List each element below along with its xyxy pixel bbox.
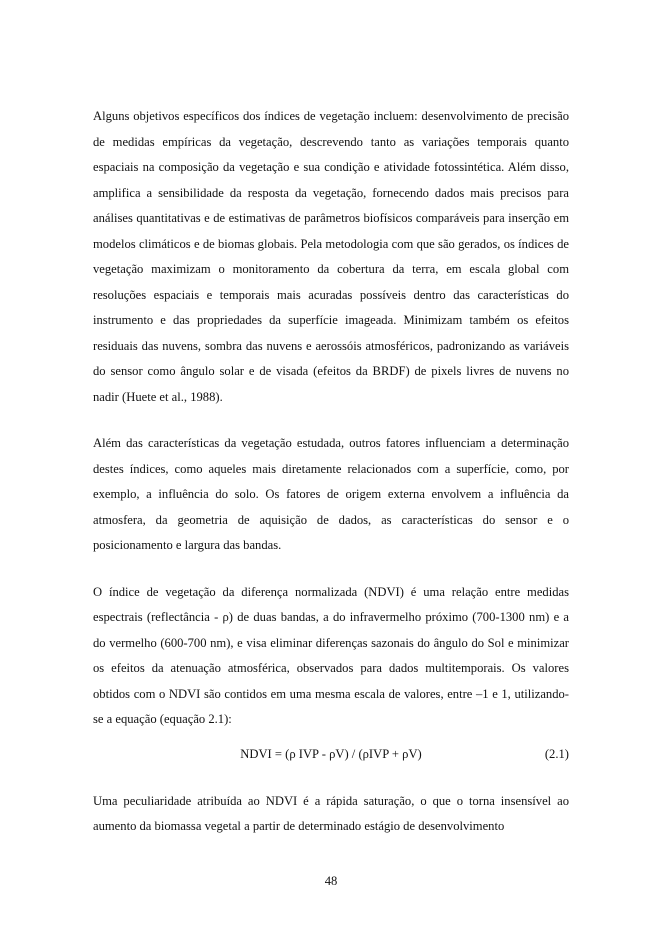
paragraph-ndvi-definition: O índice de vegetação da diferença normalizada (NDVI) é uma relação entre medidas espectrais (reflectância - ρ) de duas bandas, a do infravermelho próximo (700-1300 nm) e a do vermelho (600-700 nm), e visa eliminar diferenças sazonais do ângulo do Sol e minimizar os efeitos da atenuação atmosférica, observados para dados multitemporais. Os valores obtidos com o NDVI são contidos em uma mesma escala de valores, entre –1 e 1, utilizando-se a equação (equação 2.1): — [93, 584, 569, 726]
paragraph-vegetation-index-objectives: Alguns objetivos específicos dos índices de vegetação incluem: desenvolvimento de precisão de medidas empíricas da vegetação, descrevendo tanto as variações temporais quanto espaciais na composição da vegetação e sua condição e atividade fotossintética. Além disso, amplifica a sensibilidade da resposta da vegetação, fornecendo dados mais precisos para análises quantitativas e de estimativas de parâmetros biofísicos comparáveis para inserção em modelos climáticos e de biomas globais. Pela metodologia com que são gerados, os índices de vegetação maximizam o monitoramento da cobertura da terra, em escala global com resoluções espaciais e temporais mais acuradas possíveis dentro das características do instrumento e das propriedades da superfície imageada. Minimizam também os efeitos residuais das nuvens, sombra das nuvens e aerossóis atmosféricos, padronizando as variáveis do sensor como ângulo solar e de visada (efeitos da BRDF) de pixels livres de nuvens no nadir (Huete et al., 1988). — [93, 109, 569, 404]
equation-formula: NDVI = (ρ IVP - ρV) / (ρIVP + ρV) — [240, 746, 422, 761]
body-text — [93, 104, 569, 862]
paragraph-influencing-factors: Além das características da vegetação estudada, outros fatores influenciam a determinação destes índices, como aqueles mais diretamente relacionados com a superfície, como, por exemplo, a influência do solo. Os fatores de origem externa envolvem a influência da atmosfera, da geometria de aquisição de dados, as características do sensor e o posicionamento e largura das bandas. — [93, 436, 569, 552]
equation-ndvi — [93, 741, 569, 767]
equation-number: (2.1) — [544, 746, 569, 761]
page-number: 48 — [324, 874, 338, 888]
paragraph-ndvi-saturation: Uma peculiaridade atribuída ao NDVI é a rápida saturação, o que o torna insensível ao aumento da biomassa vegetal a partir de determinado estágio de desenvolvimento — [93, 793, 569, 833]
